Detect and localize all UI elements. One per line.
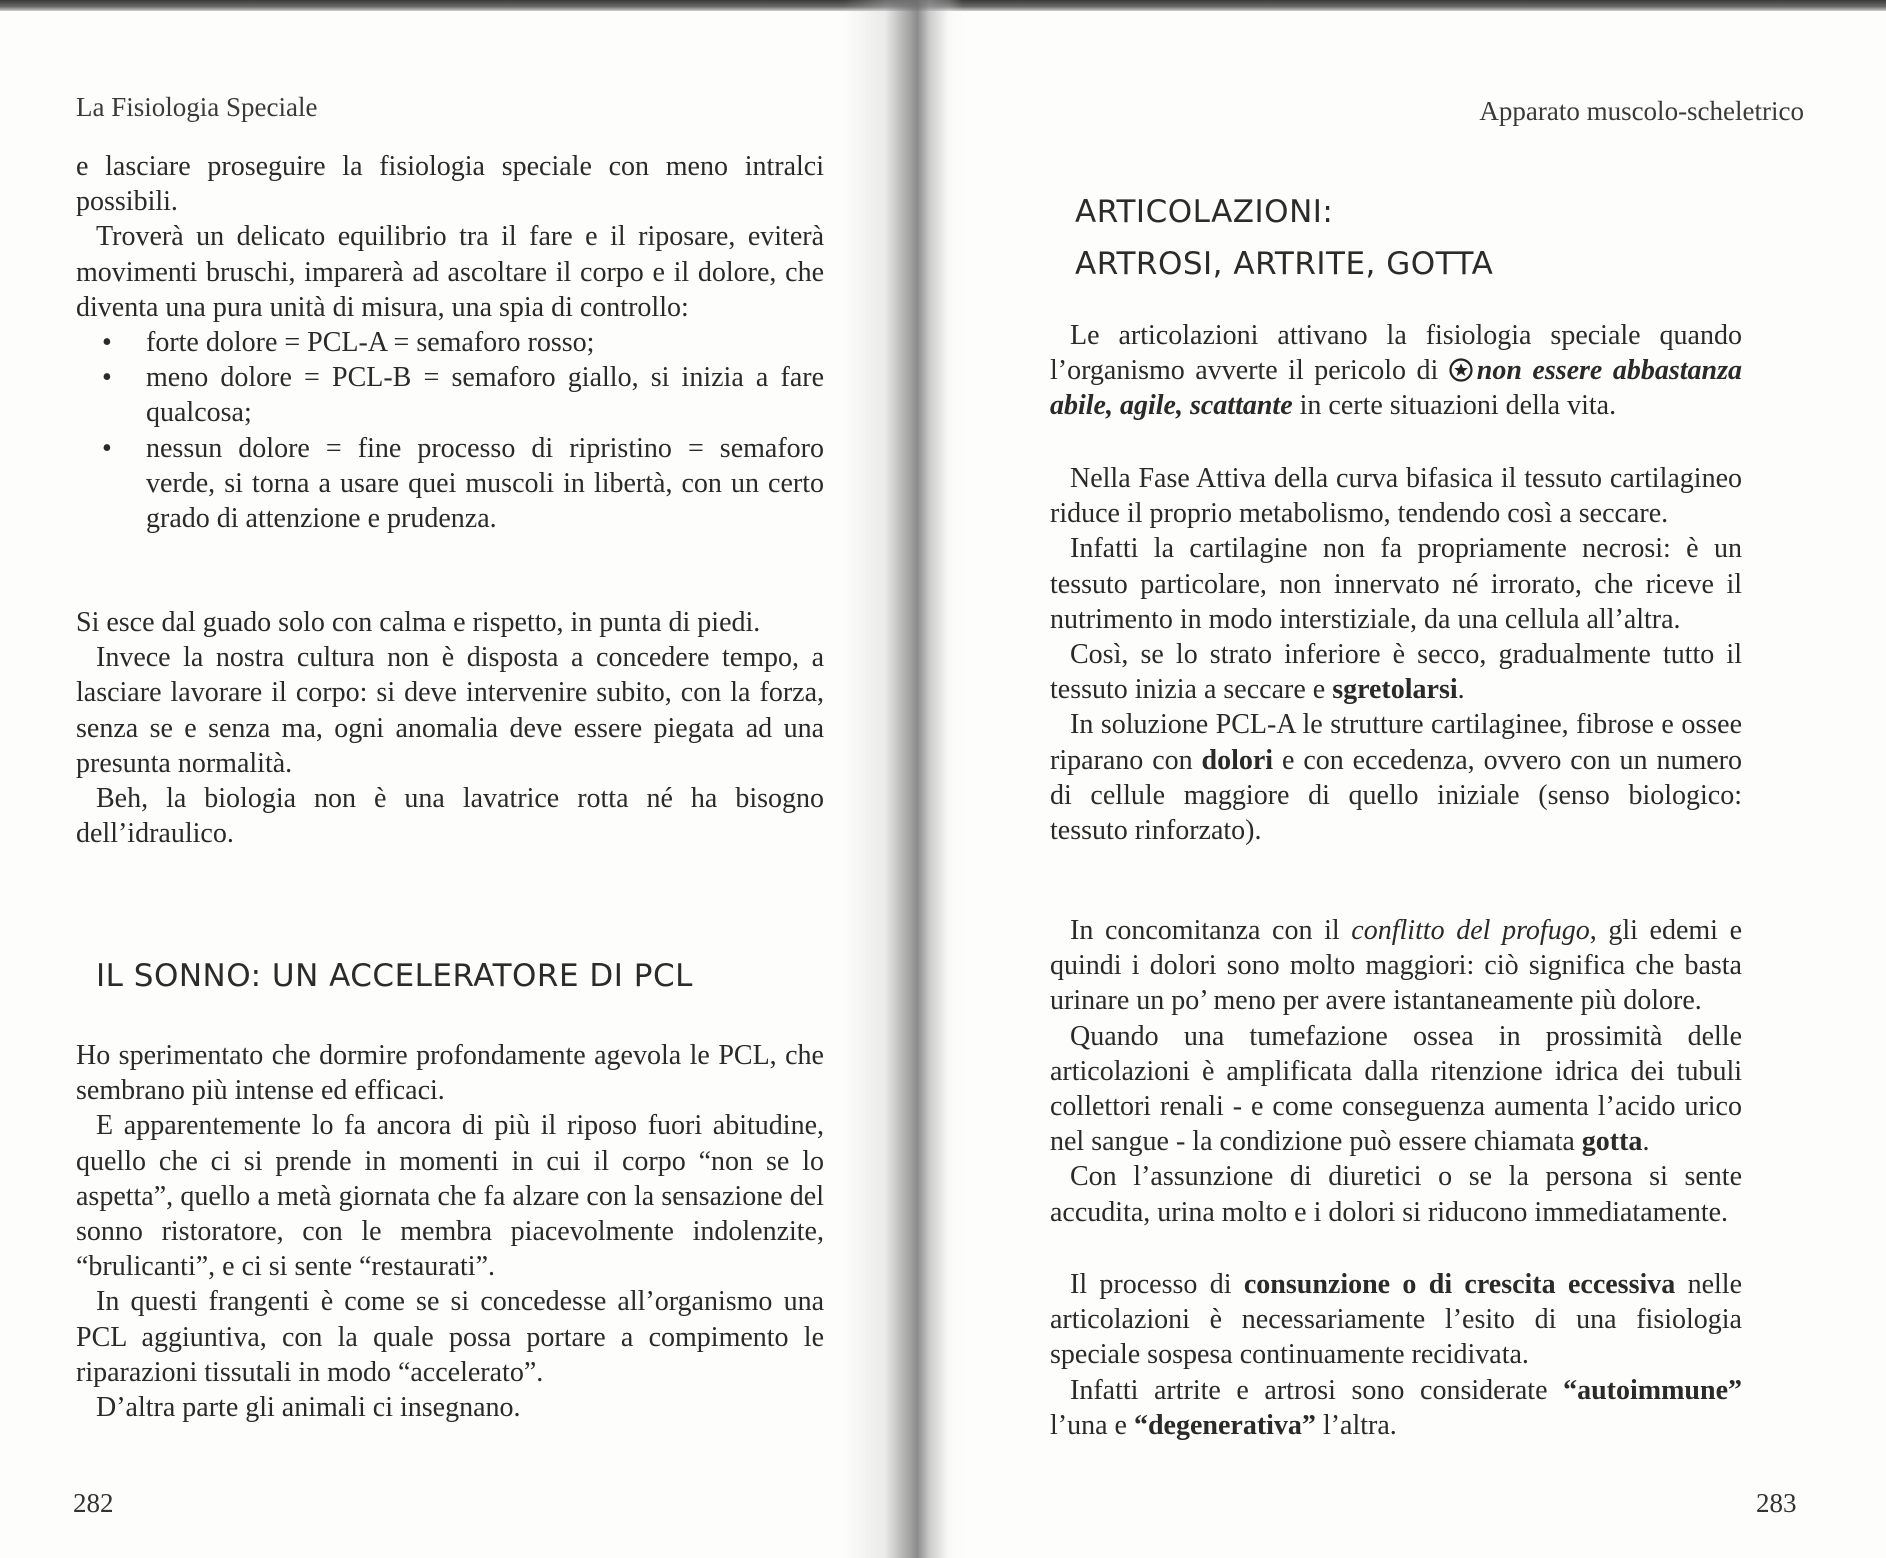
page-number-right: 283 xyxy=(1756,1488,1797,1518)
right-text-intro xyxy=(1050,318,1742,424)
bold-text: “degenerativa” xyxy=(1133,1409,1316,1441)
bold-text: “autoimmune” xyxy=(1563,1374,1743,1406)
paragraph xyxy=(1050,637,1742,707)
text-span: Così, se lo strato inferiore è secco, gradualmente tutto il tessuto inizia a seccare e xyxy=(1050,639,1742,706)
text-span: l’una e xyxy=(1050,1409,1127,1441)
right-page xyxy=(940,0,1886,1558)
book-gutter-shadow xyxy=(843,0,963,1558)
paragraph xyxy=(1050,707,1742,848)
paragraph: In questi frangenti è come se si concedesse all’organismo una PCL aggiuntiva, con la quale possa portare a compimento le riparazioni tissutali in modo “accelerato”. xyxy=(76,1286,824,1388)
paragraph: E apparentemente lo fa ancora di più il riposo fuori abitudine, quello che ci si prende in momenti in cui il corpo “non se lo aspetta”, quello a metà giornata che fa alzare con la sensazione del sonno ristoratore, con le membra piacevolmente indolenzite, “brulicanti”, e ci si sente “restaurati”. xyxy=(76,1110,824,1283)
text-span: . xyxy=(1457,674,1465,706)
text-span: Le articolazioni attivano la fisiologia speciale quando l’organismo avverte il pericolo di xyxy=(1050,320,1742,387)
text-span: e con eccedenza, ovvero con un numero di cellule maggiore di quello iniziale (senso biologico: tessuto rinforzato). xyxy=(1050,744,1742,847)
text-span: , gli edemi e quindi i dolori sono molto maggiori: ciò significa che basta urinare un po’ meno per avere istantaneamente più dolore. xyxy=(1050,915,1742,1017)
chapter-title-line: ARTROSI, ARTRITE, GOTTA xyxy=(1075,246,1494,282)
star-circle-icon xyxy=(1449,358,1473,382)
paragraph: D’altra parte gli animali ci insegnano. xyxy=(96,1392,521,1424)
running-head-left: La Fisiologia Speciale xyxy=(76,92,318,122)
text-span: In soluzione PCL-A le strutture cartilaginee, fibrose e ossee riparano con xyxy=(1050,709,1742,776)
paragraph: Infatti la cartilagine non fa propriamente necrosi: è un tessuto particolare, non innervato né irrorato, che riceve il nutrimento in modo interstiziale, da una cellula all’altra. xyxy=(1050,533,1742,635)
paragraph xyxy=(1050,318,1742,424)
paragraph: Beh, la biologia non è una lavatrice rotta né ha bisogno dell’idraulico. xyxy=(76,783,824,850)
paragraph: Con l’assunzione di diuretici o se la persona si sente accudita, urina molto e i dolori si riducono immediatamente. xyxy=(1050,1161,1742,1228)
text-span: In concomitanza con il xyxy=(1070,915,1340,946)
italic-text: conflitto del profugo xyxy=(1351,915,1590,946)
left-text-bottom xyxy=(76,1038,824,1425)
list-item-text: nessun dolore = fine processo di ripristino = semaforo verde, si torna a usare quei muscoli in libertà, con un certo grado di attenzione e prudenza. xyxy=(146,432,824,535)
left-page xyxy=(0,0,880,1558)
paragraph: Nella Fase Attiva della curva bifasica il tessuto cartilagineo riduce il proprio metabolismo, tendendo così a seccare. xyxy=(1050,463,1742,530)
emphasis-span: non essere abbastanza abile, agile, scattante xyxy=(1050,355,1742,422)
list-item-text: meno dolore = PCL-B = semaforo giallo, si inizia a fare qualcosa; xyxy=(146,362,824,429)
running-head-right: Apparato muscolo-scheletrico xyxy=(1479,96,1804,126)
text-span: l’altra. xyxy=(1322,1409,1397,1441)
chapter-title xyxy=(1075,186,1493,290)
bold-text: gotta xyxy=(1581,1126,1643,1158)
paragraph xyxy=(1050,913,1742,1019)
paragraph: Invece la nostra cultura non è disposta a concedere tempo, a lasciare lavorare il corpo: si deve intervenire subito, con la forza, senza se e senza ma, ogni anomalia deve essere piegata ad una presunta normalità. xyxy=(76,642,824,779)
right-text-lower xyxy=(1050,913,1742,1230)
bullet-icon: • xyxy=(102,362,112,394)
list-item xyxy=(76,360,824,430)
paragraph xyxy=(1050,1373,1742,1443)
right-text-middle xyxy=(1050,461,1742,848)
bullet-icon: • xyxy=(102,432,112,464)
bold-text: dolori xyxy=(1201,744,1274,776)
list-item xyxy=(76,431,824,537)
bold-text: consunzione o di crescita eccessiva xyxy=(1243,1269,1676,1300)
text-span: Quando una tumefazione ossea in prossimità delle articolazioni è amplificata dalla ritenzione idrica dei tubuli collettori renali - e come conseguenza aumenta l’acido urico nel sangue - la condizione può essere chiamata xyxy=(1050,1020,1742,1158)
bold-text: sgretolarsi xyxy=(1332,674,1458,706)
paragraph: Si esce dal guado solo con calma e rispetto, in punta di piedi. xyxy=(76,607,761,638)
paragraph: e lasciare proseguire la fisiologia speciale con meno intralci possibili. xyxy=(76,151,824,218)
text-span: Il processo di xyxy=(1070,1269,1232,1300)
paragraph xyxy=(1050,1019,1742,1160)
paragraph: Troverà un delicato equilibrio tra il fare e il riposare, eviterà movimenti bruschi, imparerà ad ascoltare il corpo e il dolore, che diventa una pura unità di misura, una spia di controllo: xyxy=(76,221,824,323)
list-item xyxy=(76,325,824,360)
text-span: in certe situazioni della vita. xyxy=(1299,390,1617,422)
paragraph: Ho sperimentato che dormire profondamente agevola le PCL, che sembrano più intense ed efficaci. xyxy=(76,1040,824,1107)
bullet-icon: • xyxy=(102,327,112,359)
list-item-text: forte dolore = PCL-A = semaforo rosso; xyxy=(146,327,595,359)
text-span: . xyxy=(1642,1126,1650,1158)
bullet-list xyxy=(76,325,824,536)
left-text-middle xyxy=(76,605,824,851)
paragraph xyxy=(1050,1267,1742,1373)
page-number-left: 282 xyxy=(73,1488,114,1518)
right-text-bottom xyxy=(1050,1267,1742,1443)
left-text-top xyxy=(76,149,824,536)
chapter-title-line: ARTICOLAZIONI: xyxy=(1075,194,1334,230)
text-span: Infatti artrite e artrosi sono considerate xyxy=(1070,1374,1548,1406)
section-title: IL SONNO: UN ACCELERATORE DI PCL xyxy=(96,958,693,994)
text-span: nelle articolazioni è necessariamente l’esito di una fisiologia speciale sospesa continuamente recidivata. xyxy=(1050,1269,1742,1371)
